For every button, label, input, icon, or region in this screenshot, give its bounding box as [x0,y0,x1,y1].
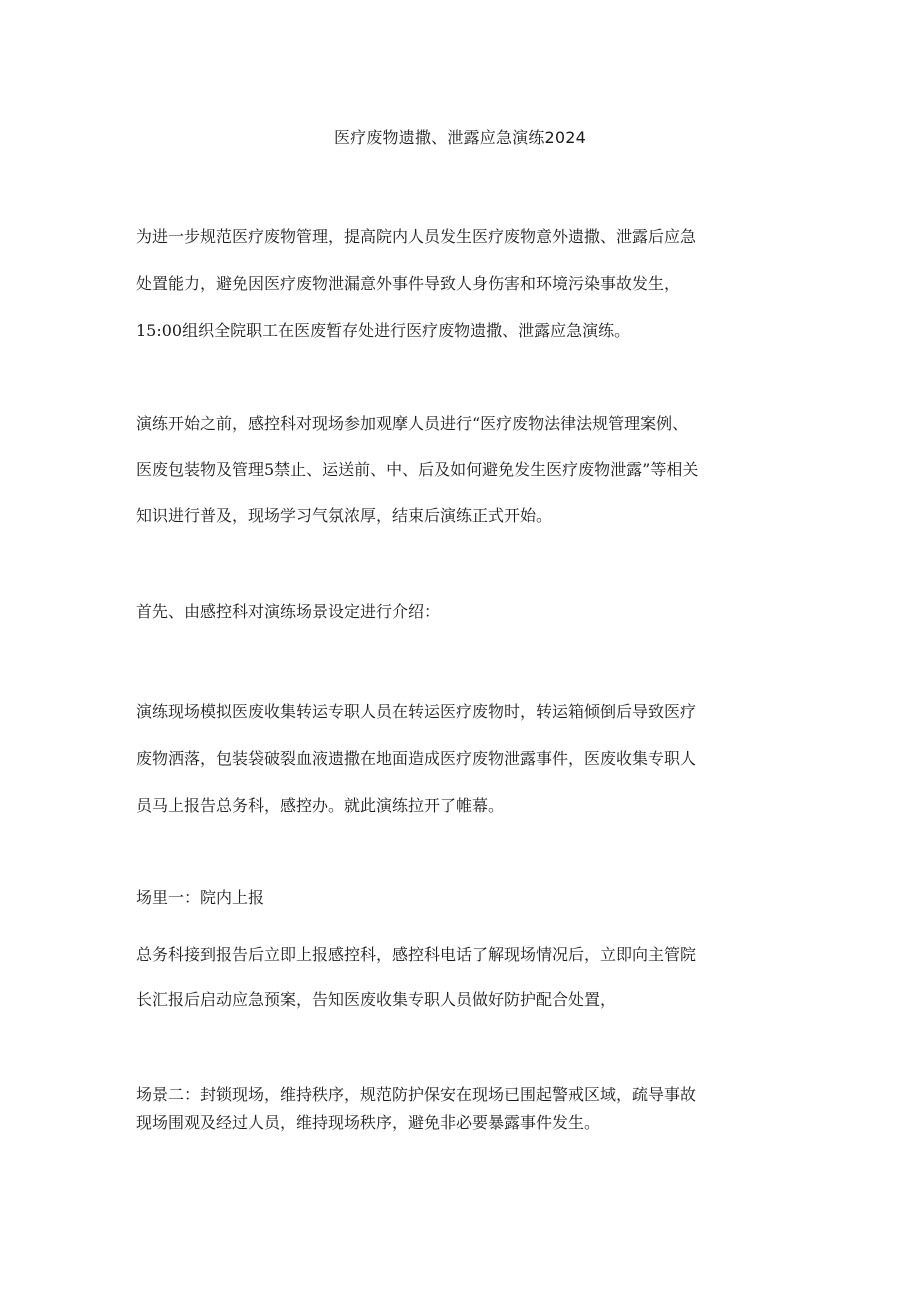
text-line: 总务科接到报告后立即上报感控科，感控科电话了解现场情况后，立即向主管院 [136,945,697,964]
text-line: 演练开始之前，感控科对现场参加观摩人员进行“医疗废物法律法规管理案例、 [136,414,689,433]
paragraph-before-drill [136,401,796,539]
text-line: 为进一步规范医疗废物管理，提高院内人员发生医疗废物意外遗撒、泄露后应急 [136,227,697,246]
text-line: 长汇报后启动应急预案，告知医废收集专职人员做好防护配合处置， [136,990,617,1009]
text-line: 现场围观及经过人员，维持现场秩序，避免非必要暴露事件发生。 [136,1113,601,1132]
text-line: 场里一：院内上报 [136,888,265,907]
scene-one-heading [136,883,796,913]
text-line: 废物洒落，包装袋破裂血液遗撒在地面造成医疗废物泄露事件，医废收集专职人 [136,749,697,768]
text-line: 医废包装物及管理5禁止、运送前、中、后及如何避免发生医疗废物泄露”等相关 [136,460,699,479]
text-line: 场景二：封锁现场，维持秩序，规范防护保安在现场已围起警戒区域，疏导事故 [136,1085,697,1104]
text-line: 知识进行普及，现场学习气氛浓厚，结束后演练正式开始。 [136,506,553,525]
text-line: 首先、由感控科对演练场景设定进行介绍： [136,602,441,621]
text-line: 演练现场模拟医废收集转运专职人员在转运医疗废物时，转运箱倾倒后导致医疗 [136,702,697,721]
paragraph-scene-two [136,1081,796,1137]
paragraph-scenario-intro [136,597,796,627]
text-line: 15:00组织全院职工在医废暂存处进行医疗废物遗撒、泄露应急演练。 [136,321,631,340]
document-title: 医疗废物遗撒、泄露应急演练2024 [333,128,587,147]
text-line: 员马上报告总务科，感控办。就此演练拉开了帷幕。 [136,796,505,815]
text-line: 处置能力，避免因医疗废物泄漏意外事件导致人身伤害和环境污染事故发生， [136,274,681,293]
paragraph-scenario-description [136,688,796,829]
paragraph-intro [136,213,796,354]
paragraph-scene-one [136,932,796,1022]
